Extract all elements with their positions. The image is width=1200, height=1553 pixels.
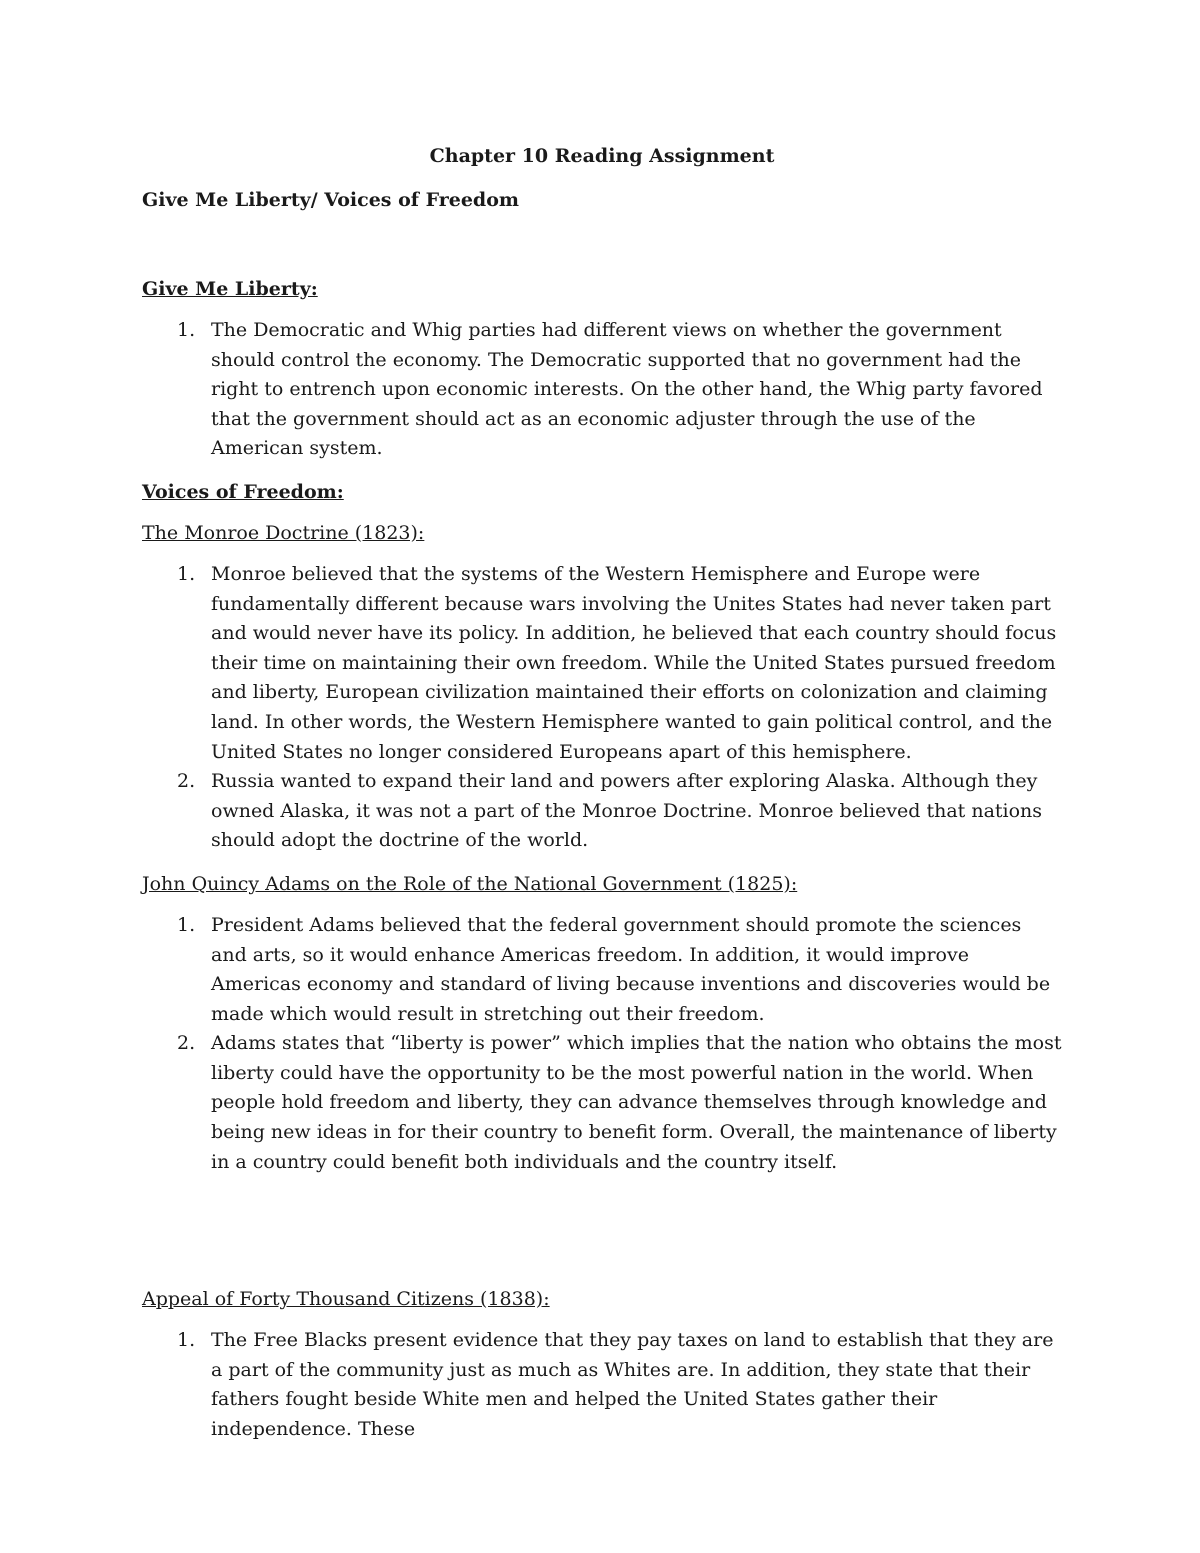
list-text: Russia wanted to expand their land and powers after exploring Alaska. Although they owned Alaska, it was not a part of the Monroe Doctrine. Monroe believed that nations should adopt the doctrine of the world. [211,770,1043,852]
document-subtitle: Give Me Liberty/ Voices of Freedom [142,189,519,211]
list-text: Monroe believed that the systems of the Western Hemisphere and Europe were fundamentally different because wars involving the Unites States had never taken part and would never have its policy. In addition, he believed that each country should focus their time on maintaining their own freedom. While the United States pursued freedom and liberty, European civilization maintained their efforts on colonization and claiming land. In other words, the Western Hemisphere wanted to gain political control, and the United States no longer considered Europeans apart of this hemisphere. [211,562,1057,763]
section-heading-give-me-liberty: Give Me Liberty: [142,278,318,300]
list-text: Adams states that “liberty is power” which implies that the nation who obtains the most liberty could have the opportunity to be the most powerful nation in the world. When people hold freedom and liberty, they can advance themselves through knowledge and being new ideas in for their country to benefit form. Overall, the maintenance of liberty in a country could benefit both individuals and the country itself. [211,1032,1062,1173]
list-number: 1. [177,319,196,341]
subsection-title-appeal-of-forty-thousand: Appeal of Forty Thousand Citizens (1838): [142,1288,550,1311]
list-number: 1. [177,562,196,585]
list-item [142,1326,1062,1444]
john-quincy-adams-list [142,911,1062,1177]
subsection-title-john-quincy-adams: John Quincy Adams on the Role of the National Government (1825): [142,872,798,895]
list-text: The Democratic and Whig parties had different views on whether the government should control the economy. The Democratic supported that no government had the right to entrench upon economic interests. On the other hand, the Whig party favored that the government should act as an economic adjuster through the use of the American system. [211,319,1043,460]
blank-space [142,1191,1062,1285]
list-number: 2. [177,1032,196,1055]
list-text: The Free Blacks present evidence that they pay taxes on land to establish that they are a part of the community just as much as Whites are. In addition, they state that their fathers fought beside White men and helped the United States gather their independence. These [211,1329,1054,1441]
give-me-liberty-list [142,316,1062,464]
list-number: 1. [177,1329,196,1352]
list-number: 1. [177,913,196,936]
list-text: President Adams believed that the federal government should promote the sciences and arts, so it would enhance Americas freedom. In addition, it would improve Americas economy and standard of living because inventions and discoveries would be made which would result in stretching out their freedom. [211,913,1051,1025]
appeal-list [142,1326,1062,1444]
list-item [142,316,1062,464]
section-heading-voices-of-freedom: Voices of Freedom: [142,480,344,503]
list-item [142,911,1062,1029]
list-item [142,767,1062,856]
list-item [142,1029,1062,1177]
monroe-doctrine-list [142,560,1062,856]
subsection-title-monroe-doctrine: The Monroe Doctrine (1823): [142,521,425,544]
list-number: 2. [177,770,196,793]
document-title: Chapter 10 Reading Assignment [429,145,775,167]
list-item [142,560,1062,767]
document-body [142,142,1062,1459]
